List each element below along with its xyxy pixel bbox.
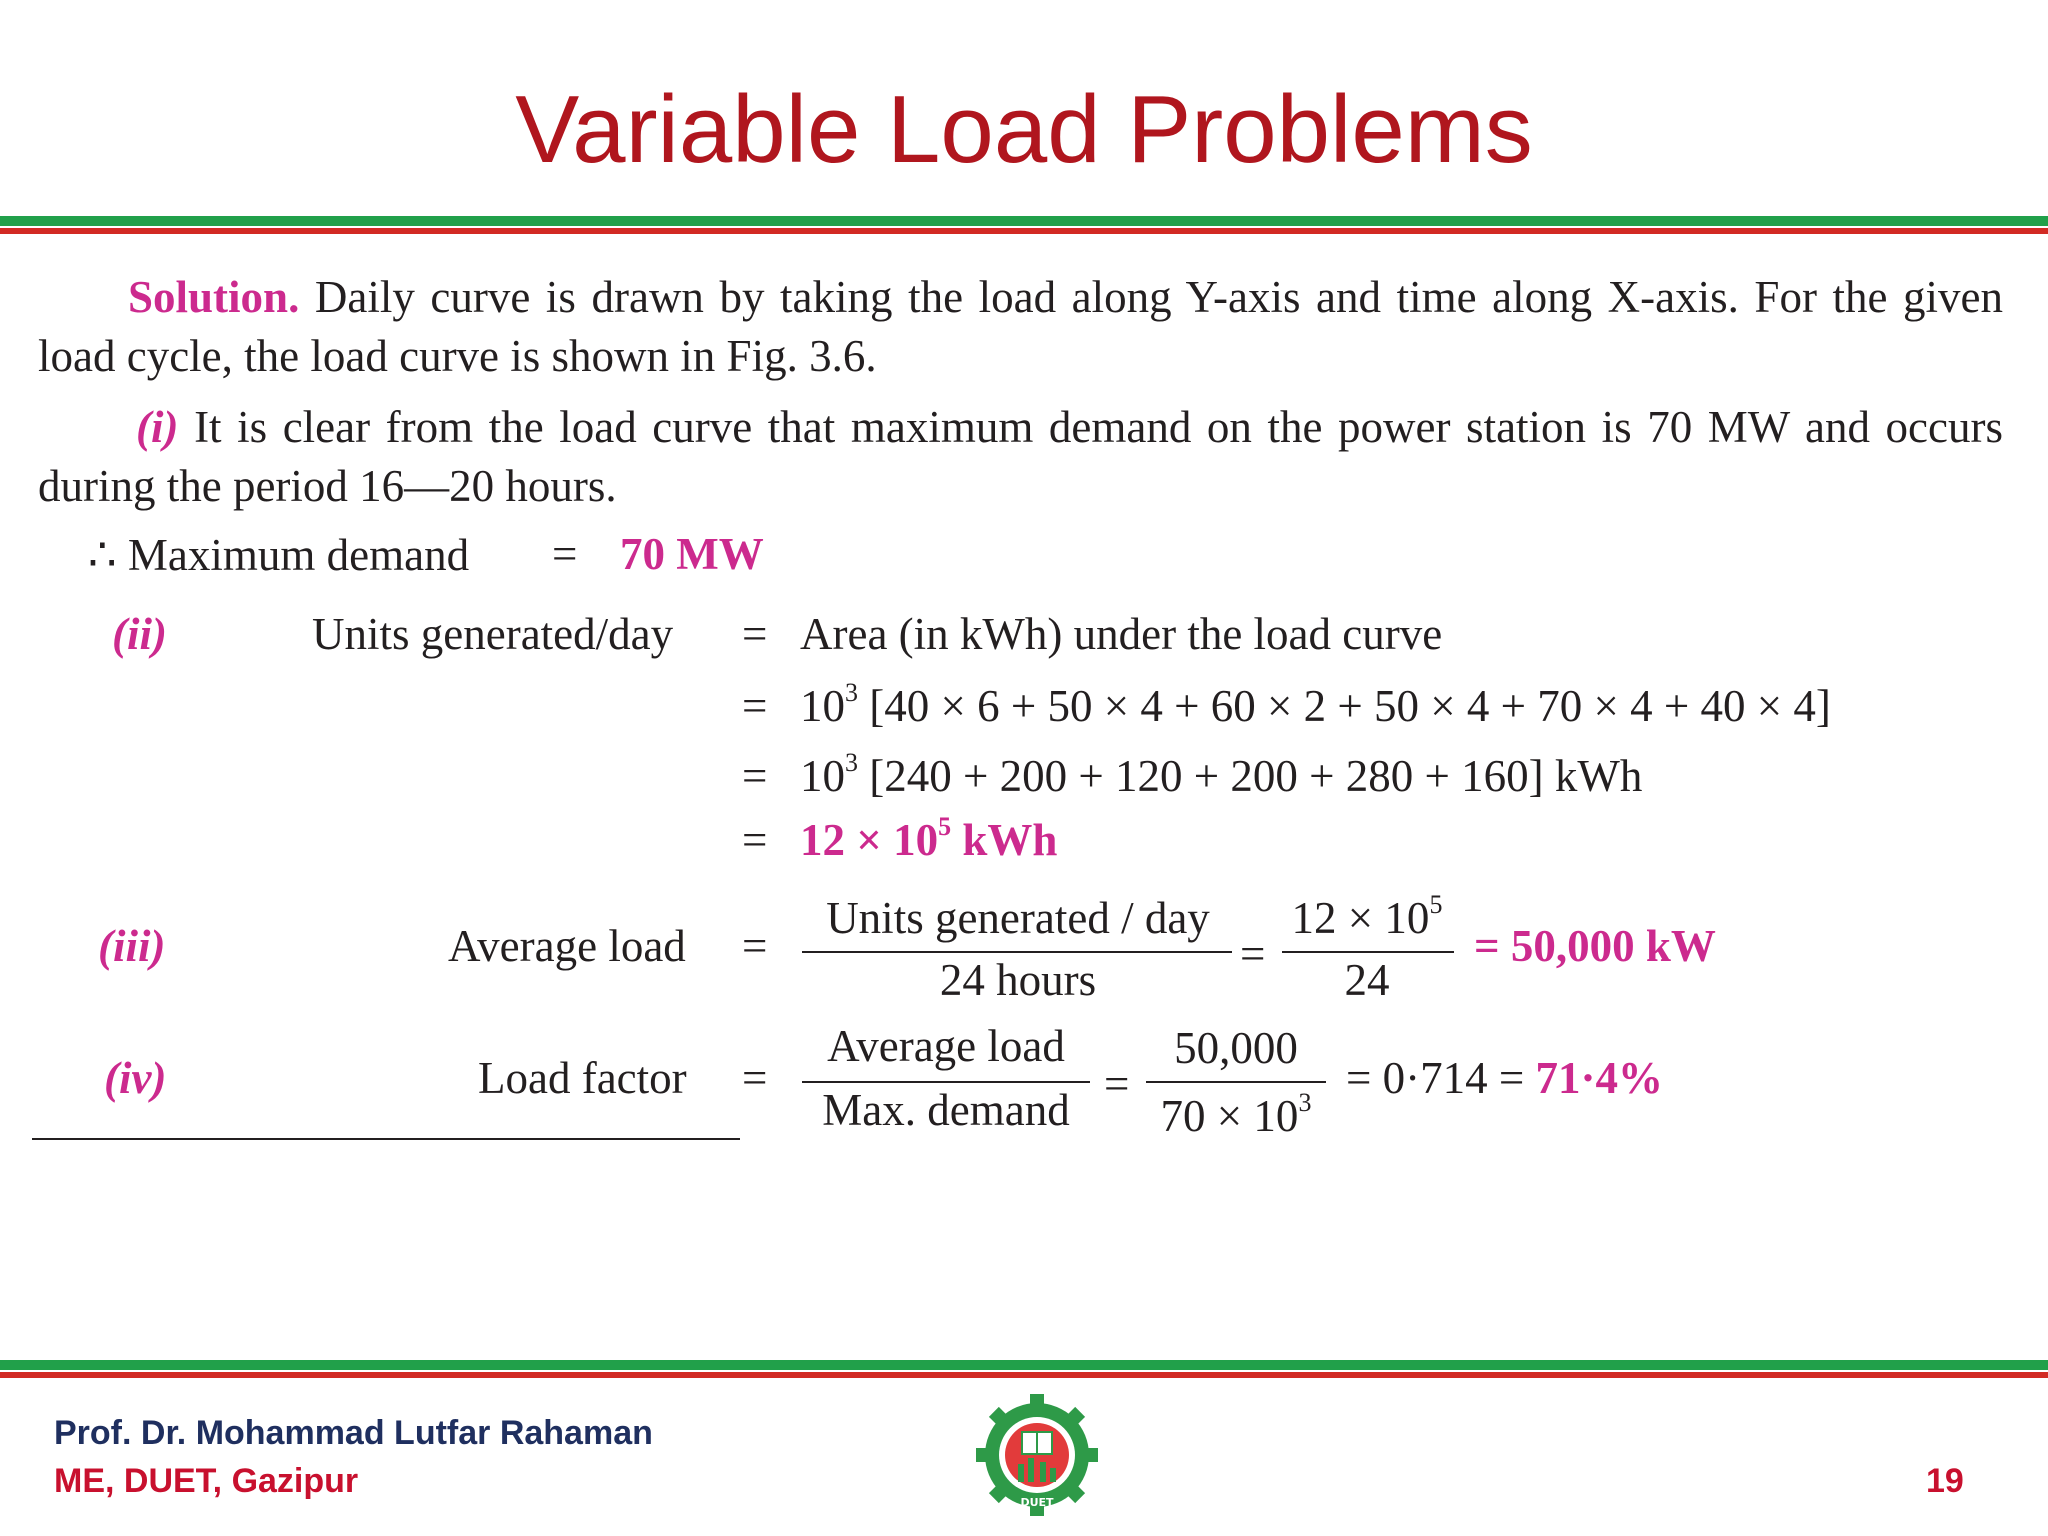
part-iv-frac1-num: Average load (827, 1021, 1065, 1071)
frac2-num-exponent: 5 (1429, 890, 1443, 919)
part-iv-frac1-line (802, 1081, 1090, 1083)
part-ii-result (800, 814, 1057, 866)
max-demand-equals: = (552, 529, 578, 579)
logo-text: DUET (1020, 1496, 1054, 1509)
line-3-base: 10 (800, 751, 845, 801)
line-3-exponent: 3 (845, 748, 858, 777)
solution-paragraph (38, 268, 2003, 386)
line-2-base: 10 (800, 681, 845, 731)
duet-logo-icon (974, 1392, 1100, 1518)
part-ii-equals-2: = (742, 681, 768, 731)
part-iv-tail (1346, 1052, 1663, 1104)
bottom-stripe-red (0, 1372, 2048, 1378)
part-iii-frac2-den: 24 (1344, 955, 1390, 1005)
line-3-rest: [240 + 200 + 120 + 200 + 280 + 160] kWh (869, 751, 1643, 801)
result-unit: kWh (962, 815, 1058, 865)
frac2-den-base: 70 × 10 (1160, 1091, 1299, 1141)
line-2-rest: [40 × 6 + 50 × 4 + 60 × 2 + 50 × 4 + 70 × 4 + 40 × 4] (869, 681, 1831, 731)
part-iv-equals: = (742, 1053, 768, 1103)
top-stripe-green (0, 216, 2048, 226)
solution-end-rule (32, 1138, 740, 1140)
part-ii-line-1: Area (in kWh) under the load curve (800, 609, 1443, 659)
slide-title: Variable Load Problems (515, 76, 1533, 183)
part-iv-frac1-den: Max. demand (822, 1085, 1070, 1135)
part-ii-line-3 (800, 750, 1642, 802)
part-iv-result: 71·4% (1535, 1053, 1664, 1103)
part-iv-mid: = 0·714 = (1346, 1053, 1525, 1103)
part-iv-frac2-den (1148, 1090, 1324, 1142)
part-ii-equals-4: = (742, 815, 768, 865)
part-iii-result (1474, 920, 1716, 972)
line-2-exponent: 3 (845, 678, 858, 707)
part-iii-equals: = (742, 921, 768, 971)
part-ii-label: (ii) (112, 609, 167, 659)
part-iii-equals-2: = (1240, 929, 1266, 979)
result-base: 12 × 10 (800, 815, 939, 865)
footer-author: Prof. Dr. Mohammad Lutfar Rahaman (54, 1414, 653, 1452)
frac2-den-exponent: 3 (1298, 1088, 1312, 1117)
footer-affiliation: ME, DUET, Gazipur (54, 1462, 359, 1500)
max-demand-label: ∴ Maximum demand (88, 530, 470, 580)
part-iii-frac2-line (1282, 951, 1454, 953)
part-iv-frac2-line (1146, 1081, 1326, 1083)
part-iii-label: (iii) (98, 921, 166, 971)
part-i-label: (i) (136, 402, 179, 452)
part-ii-line-2 (800, 680, 1831, 732)
part-iii-frac2-num (1282, 892, 1452, 944)
max-demand-value: 70 MW (620, 529, 764, 579)
part-iii-result-value: = 50,000 kW (1474, 921, 1716, 971)
part-i-text: It is clear from the load curve that maximum demand on the power station is 70 MW and occurs during the period 16—20 hours. (38, 402, 2003, 511)
part-iv-lhs: Load factor (478, 1053, 687, 1103)
bottom-stripe-green (0, 1360, 2048, 1370)
solution-label: Solution. (128, 272, 300, 322)
result-exponent: 5 (938, 812, 952, 841)
part-iii-frac1-line (802, 951, 1232, 953)
part-ii-equals-1: = (742, 609, 768, 659)
part-iv-equals-2: = (1104, 1059, 1130, 1109)
part-ii-lhs: Units generated/day (312, 609, 674, 659)
part-iii-frac1-num: Units generated / day (826, 893, 1210, 943)
part-iv-label: (iv) (104, 1053, 167, 1103)
part-iii-frac1-den: 24 hours (939, 955, 1097, 1005)
solution-intro: Daily curve is drawn by taking the load along Y-axis and time along X-axis. For the given load cycle, the load curve is shown in Fig. 3.6. (38, 272, 2003, 381)
frac2-num-base: 12 × 10 (1291, 893, 1430, 943)
top-stripe-red (0, 228, 2048, 234)
part-iv-frac2-num: 50,000 (1174, 1023, 1298, 1073)
page-number: 19 (1926, 1462, 1964, 1500)
part-ii-equals-3: = (742, 751, 768, 801)
part-iii-lhs: Average load (448, 921, 686, 971)
part-i-paragraph (38, 398, 2003, 516)
